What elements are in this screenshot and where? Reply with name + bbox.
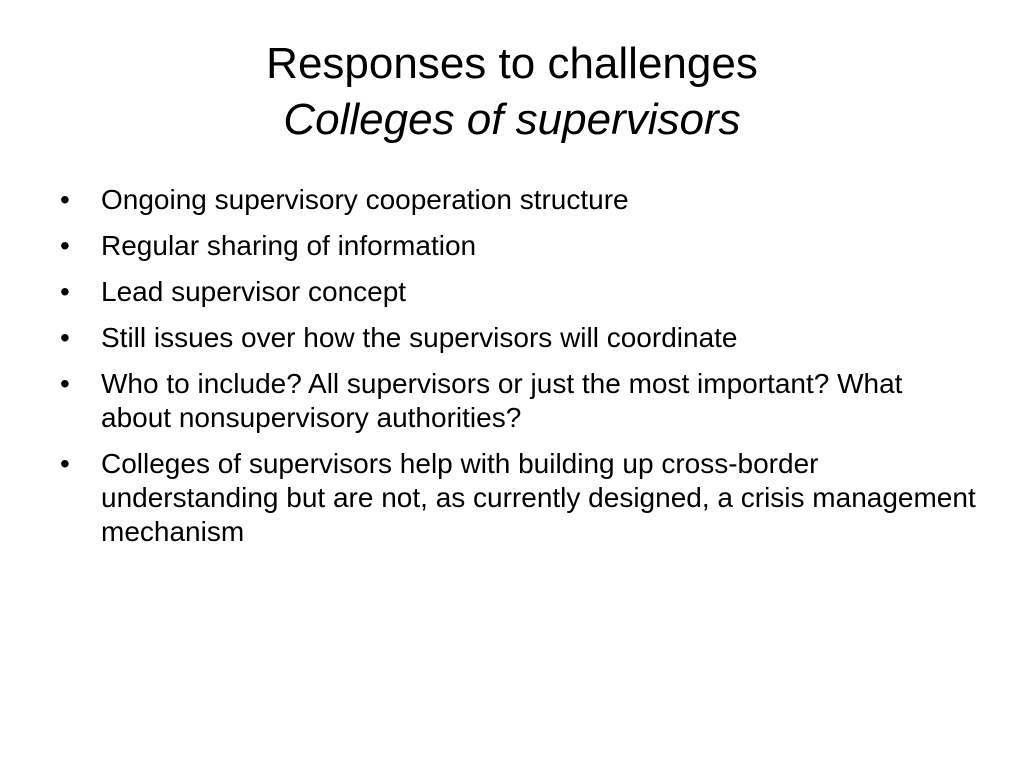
bullet-item — [58, 367, 978, 435]
bullet-icon: • — [60, 322, 70, 353]
bullet-item — [58, 447, 978, 549]
bullet-icon: • — [60, 448, 70, 479]
bullet-text: Colleges of supervisors help with building up cross-border understanding but are not, as currently designed, a crisis management mechanism — [101, 448, 976, 547]
bullet-item — [58, 229, 978, 263]
bullet-item — [58, 321, 978, 355]
bullet-icon: • — [60, 230, 70, 261]
bullet-text: Who to include? All supervisors or just the most important? What about nonsupervisory authorities? — [101, 368, 903, 433]
slide-title-block — [0, 36, 1024, 148]
bullet-text: Lead supervisor concept — [101, 276, 407, 307]
bullet-item — [58, 183, 978, 217]
bullet-text: Still issues over how the supervisors will coordinate — [101, 322, 738, 353]
slide-title: Responses to challenges — [266, 39, 758, 88]
bullet-text: Regular sharing of information — [101, 230, 477, 261]
bullet-icon: • — [60, 184, 70, 215]
bullet-item — [58, 275, 978, 309]
bullet-text: Ongoing supervisory cooperation structure — [101, 184, 629, 215]
slide-subtitle: Colleges of supervisors — [283, 95, 741, 144]
bullet-icon: • — [60, 368, 70, 399]
bullet-list — [58, 183, 978, 561]
bullet-icon: • — [60, 276, 70, 307]
